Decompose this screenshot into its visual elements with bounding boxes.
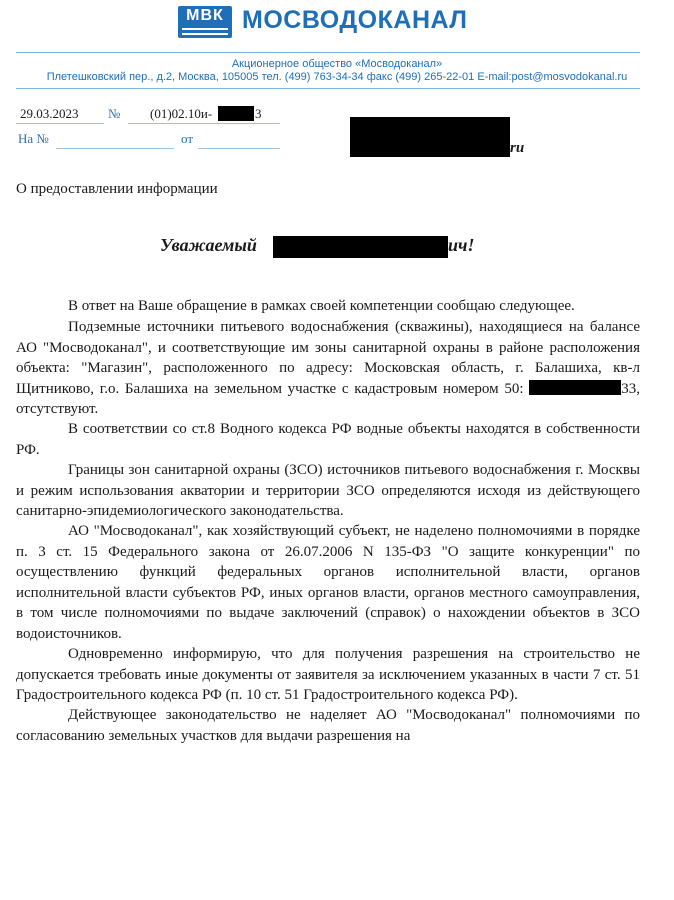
reply-date-label: от	[181, 131, 194, 146]
paragraph-4	[16, 460, 640, 522]
paragraph-2	[16, 317, 640, 420]
name-redaction	[273, 236, 448, 258]
logo-wave-icon	[182, 28, 228, 30]
number-underline	[128, 123, 280, 124]
logo-text: МВК	[186, 7, 224, 24]
reply-number-underline	[56, 148, 174, 149]
paragraph-1-text: В ответ на Ваше обращение в рамках своей компетенции сообщаю следующее.	[68, 298, 575, 314]
paragraph-2-text: Подземные источники питьевого водоснабжения (скважины), находящиеся на балансе АО "Мосводоканал", и соответствующие им зоны санитарной охраны в районе расположения объекта: "Магазин", расположенного по адресу: Московская область, г. Балашиха, кв-л Щитниково, г.о. Балашиха на земельном участке с кадастровым номером 50:	[16, 319, 640, 397]
header-divider	[16, 52, 640, 53]
doc-number-prefix: (01)02.10и-	[150, 106, 213, 121]
doc-number-suffix: 3	[255, 106, 262, 121]
org-name: МОСВОДОКАНАЛ	[242, 6, 468, 34]
paragraph-6	[16, 644, 640, 706]
paragraph-3-text: В соответствии со ст.8 Водного кодекса РФ водные объекты находятся в собственности РФ.	[16, 421, 640, 458]
paragraph-5	[16, 521, 640, 644]
greeting-start: Уважаемый	[160, 235, 257, 255]
company-line: Акционерное общество «Мосводоканал»	[231, 58, 443, 70]
doc-date: 29.03.2023	[20, 106, 79, 121]
reply-to-label: На №	[18, 131, 49, 146]
number-label: №	[108, 106, 121, 121]
cadastral-redaction	[529, 380, 621, 395]
paragraph-7-text: Действующее законодательство не наделяет АО "Мосводоканал" полномочиями по согласованию земельных участков для выдачи разрешения на	[16, 707, 640, 744]
date-underline	[16, 123, 104, 124]
redaction	[218, 106, 254, 121]
paragraph-5-text: АО "Мосводоканал", как хозяйствующий субъект, не наделено полномочиями в порядке п. 3 ст. 15 Федерального закона от 26.07.2006 N 135-ФЗ "О защите конкуренции" по осуществлению функций федеральных органов исполнительной власти, органов исполнительной власти субъектов РФ, иных органов власти, органов местного самоуправления, в том числе полномочиями по выдаче заключений (справок) о нахождении объектов в ЗСО водоисточников.	[16, 523, 640, 642]
header-divider-bottom	[16, 88, 640, 89]
logo	[178, 6, 232, 38]
greeting-end: ич!	[448, 235, 475, 255]
recipient-email-tail: ru	[510, 140, 525, 156]
paragraph-2-end: 33, отсутствуют.	[16, 380, 641, 417]
recipient-redaction	[350, 117, 510, 157]
paragraph-3	[16, 419, 640, 460]
logo-wave-icon	[182, 33, 228, 35]
subject-line: О предоставлении информации	[16, 181, 218, 197]
paragraph-7	[16, 705, 640, 746]
reply-date-underline	[198, 148, 280, 149]
paragraph-6-text: Одновременно информирую, что для получения разрешения на строительство не допускается требовать иные документы от заявителя за исключением указанных в части 7 ст. 51 Градостроительного кодекса РФ (п. 10 ст. 51 Градостроительного кодекса РФ).	[16, 646, 640, 703]
paragraph-4-text: Границы зон санитарной охраны (ЗСО) источников питьевого водоснабжения г. Москвы и режим использования акватории и территории ЗСО определяются исходя из действующего санитарно-эпидемиологического законодательства.	[16, 462, 640, 519]
paragraph-1	[16, 296, 640, 317]
address-line: Плетешковский пер., д.2, Москва, 105005 тел. (499) 763-34-34 факс (499) 265-22-01 E-mail:post@mosvodokanal.ru	[46, 71, 628, 83]
